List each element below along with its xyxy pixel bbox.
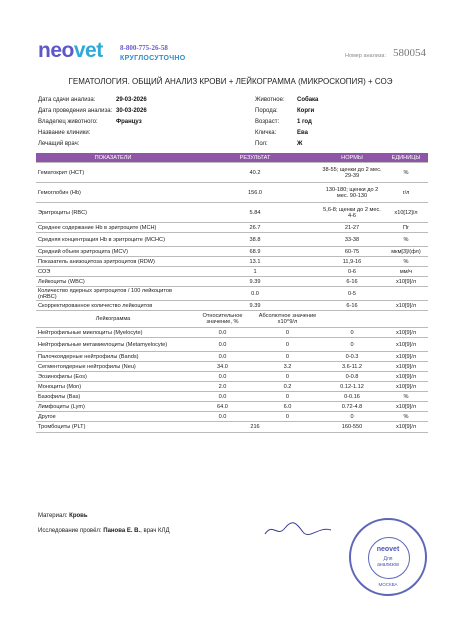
leukocyte-name: Палочкоядерные нейтрофилы (Bands) [36,352,190,362]
hours-label: КРУГЛОСУТОЧНО [120,55,186,62]
unit-value: x10[9]/л [384,372,428,382]
info-key: Возраст: [255,119,280,125]
info-row [255,117,318,128]
relative-value: 0.0 [190,412,255,422]
info-value: 29-03-2026 [116,97,147,103]
norm-value: 5,6-8; щенки до 2 мес. 4-6 [320,203,384,223]
absolute-value: 0 [255,352,320,362]
conducted-line: Исследование провёл: Панова Е. В., врач КЛД [38,528,170,534]
report-title: ГЕМАТОЛОГИЯ. ОБЩИЙ АНАЛИЗ КРОВИ + ЛЕЙКОГРАММА (МИКРОСКОПИЯ) + СОЭ [68,77,393,86]
parameter-name: СОЭ [36,267,190,277]
relative-value: 2.0 [190,382,255,392]
parameter-name: Скорректированное количество лейкоцитов [36,301,190,311]
result-value: 38.8 [190,233,320,247]
info-row [38,117,147,128]
leukogram-row [36,362,428,372]
unit-value: x10[9]/л [384,402,428,412]
norm-value: 0 [320,412,384,422]
absolute-value: 3.2 [255,362,320,372]
relative-value: 0.0 [190,372,255,382]
phone-number: 8-800-775-26-58 [120,44,168,52]
material-line: Материал: Кровь [38,513,88,519]
relative-value: 0.0 [190,328,255,338]
relative-value: 34.0 [190,362,255,372]
absolute-value: 0 [255,412,320,422]
absolute-value: 0 [255,338,320,352]
result-value: 216 [190,422,320,433]
norm-value: 0.12-1.12 [320,382,384,392]
leukocyte-name: Сегментоядерные нейтрофилы (Neu) [36,362,190,372]
parameter-name: Средняя концентрация Hb в эритроците (MCHC) [36,233,190,247]
absolute-value: 0 [255,392,320,402]
unit-value: мкм[3]/(фл) [384,247,428,257]
unit-value: Пг [384,223,428,233]
info-row [38,128,147,139]
col-header-parameter: ПОКАЗАТЕЛИ [36,153,190,163]
absolute-header: Абсолютное значение x10^9/л [255,311,320,328]
table-row [36,203,428,223]
norm-value: 130-180; щенки до 2 мес. 90-130 [320,183,384,203]
norm-value: 0-0.3 [320,352,384,362]
unit-value: % [384,163,428,183]
leukogram-header-row [36,311,428,328]
result-value: 0.0 [190,287,320,301]
info-row [38,139,147,150]
analysis-number: 580054 [393,47,426,59]
unit-value: x10[9]/л [384,422,428,433]
result-value: 156.0 [190,183,320,203]
parameter-name: Гемоглобин (Hb) [36,183,190,203]
leukocyte-name: Другое [36,412,190,422]
info-right [255,95,318,150]
analysis-number-label: Номер анализа: [345,53,387,59]
unit-value: x10[9]/л [384,301,428,311]
unit-value: x10[9]/л [384,382,428,392]
result-value: 26.7 [190,223,320,233]
info-value: Ж [297,141,303,147]
parameter-name: Средний объем эритроцита (MCV) [36,247,190,257]
unit-value: % [384,412,428,422]
result-value: 9.39 [190,277,320,287]
info-row [38,95,147,106]
info-value: 30-03-2026 [116,108,147,114]
norm-value: 160-550 [320,422,384,433]
absolute-value: 6.0 [255,402,320,412]
table-row [36,257,428,267]
table-row [36,277,428,287]
info-left [38,95,147,150]
norm-value: 0.72-4.8 [320,402,384,412]
info-row [255,139,318,150]
result-value: 40.2 [190,163,320,183]
table-row [36,247,428,257]
leukogram-row [36,372,428,382]
leukocyte-name: Нейтрофильные метамиелоциты (Metamyelocyte) [36,338,190,352]
leukocyte-name: Базофилы (Bas) [36,392,190,402]
unit-value: % [384,233,428,247]
info-key: Кличка: [255,130,277,136]
norm-value: 0 [320,328,384,338]
result-value: 9.39 [190,301,320,311]
norm-value: 33-38 [320,233,384,247]
col-header-result: РЕЗУЛЬТАТ [190,153,320,163]
unit-value [384,287,428,301]
parameter-name: Количество ядерных эритроцитов / 100 лейкоцитов (nRBC) [36,287,190,301]
leukocyte-name: Лимфоциты (Lym) [36,402,190,412]
info-key: Владелец животного: [38,119,98,125]
unit-value: мм/ч [384,267,428,277]
relative-value: 0.0 [190,392,255,402]
norm-value: 60-75 [320,247,384,257]
parameter-name: Показатель анизоцитоза эритроцитов (RDW) [36,257,190,267]
col-header-units: ЕДИНИЦЫ [384,153,428,163]
parameter-name: Эритроциты (RBC) [36,203,190,223]
parameter-name: Лейкоциты (WBC) [36,277,190,287]
unit-value: x10[9]/л [384,277,428,287]
info-key: Порода: [255,108,278,114]
info-row [255,128,318,139]
norm-value: 0-0.8 [320,372,384,382]
relative-value: 0.0 [190,338,255,352]
unit-value: x10[12]/л [384,203,428,223]
table-row [36,163,428,183]
info-row [38,106,147,117]
result-value: 68.9 [190,247,320,257]
info-row [255,95,318,106]
info-value: 1 год [297,119,312,125]
leukogram-row [36,402,428,412]
result-value: 5.84 [190,203,320,223]
info-value: Ева [297,130,308,136]
absolute-value: 0 [255,328,320,338]
absolute-value: 0.2 [255,382,320,392]
unit-value: x10[9]/л [384,362,428,372]
leukogram-row [36,352,428,362]
unit-value: % [384,392,428,402]
leukogram-row [36,392,428,402]
unit-value: г/л [384,183,428,203]
leukocyte-name: Моноциты (Mon) [36,382,190,392]
table-row [36,267,428,277]
relative-value: 0.0 [190,352,255,362]
result-value: 13.1 [190,257,320,267]
norm-value: 0-6 [320,267,384,277]
info-value: Собака [297,97,319,103]
unit-value: x10[9]/л [384,352,428,362]
table-row [36,301,428,311]
unit-value: x10[9]/л [384,328,428,338]
unit-value: x10[9]/л [384,338,428,352]
norm-value: 3.6-11.2 [320,362,384,372]
info-value: Француз [116,119,142,125]
norm-value: 0-0.16 [320,392,384,402]
norm-value: 0-5 [320,287,384,301]
parameter-name: Тромбоциты (PLT) [36,422,190,433]
platelets-row [36,422,428,433]
norm-value: 6-16 [320,277,384,287]
leukocyte-name: Нейтрофильные миелоциты (Myelocyte) [36,328,190,338]
parameter-name: Среднее содержание Hb в эритроците (MCH) [36,223,190,233]
leukogram-row [36,382,428,392]
parameter-name: Гематокрит (HCT) [36,163,190,183]
table-row [36,233,428,247]
info-key: Пол: [255,141,268,147]
leukogram-header: Лейкограмма [36,311,190,328]
table-row [36,223,428,233]
norm-value: 21-27 [320,223,384,233]
signature [263,520,333,540]
norm-value: 11,9-16 [320,257,384,267]
norm-value: 38-55; щенки до 2 мес. 29-39 [320,163,384,183]
info-key: Животное: [255,97,285,103]
relative-header: Относительное значение, % [190,311,255,328]
col-header-norm: НОРМЫ [320,153,384,163]
norm-value: 0 [320,338,384,352]
leukogram-row [36,328,428,338]
leukocyte-name: Эозинофилы (Eos) [36,372,190,382]
clinic-stamp: neovet Для анализов МОСКВА [349,518,427,596]
leukogram-row [36,412,428,422]
table-row [36,287,428,301]
absolute-value: 0 [255,372,320,382]
table-row [36,183,428,203]
leukogram-row [36,338,428,352]
relative-value: 64.0 [190,402,255,412]
neovet-logo: neovet [38,39,103,62]
result-value: 1 [190,267,320,277]
unit-value: % [384,257,428,267]
info-key: Дата проведения анализа: [38,108,113,114]
report-header [0,0,461,72]
norm-value: 6-16 [320,301,384,311]
results-table [36,153,428,433]
info-key: Дата сдачи анализа: [38,97,96,103]
info-row [255,106,318,117]
info-value: Корги [297,108,315,114]
info-key: Название клиники: [38,130,91,136]
info-key: Лечащий врач: [38,141,80,147]
